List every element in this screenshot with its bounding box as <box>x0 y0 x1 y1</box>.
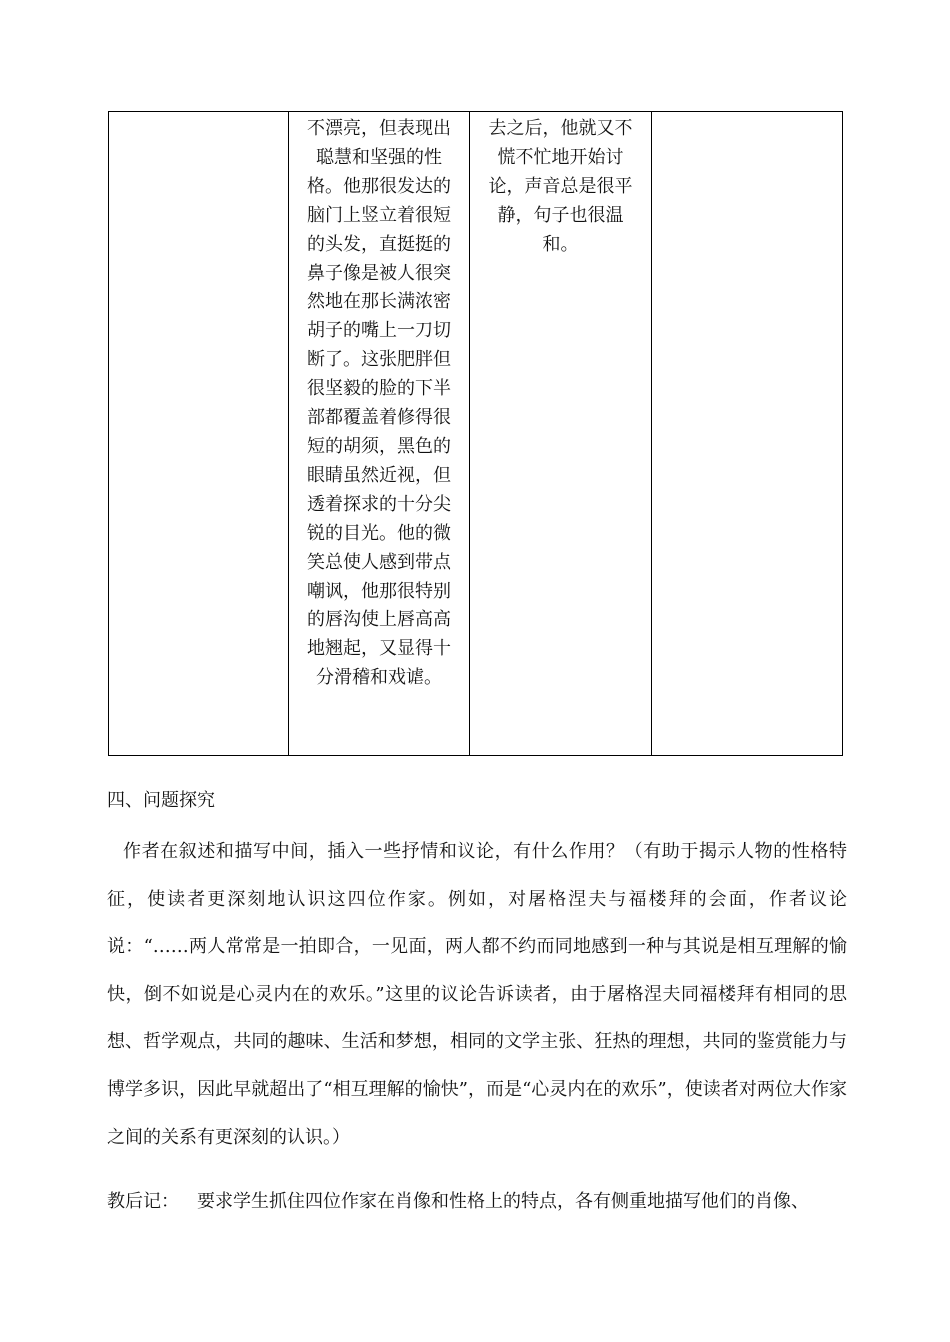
afterword <box>107 1188 852 1216</box>
table-cell-col1 <box>109 112 289 756</box>
cell-text <box>652 112 842 115</box>
cell-text-portrait: 不漂亮，但表现出聪慧和坚强的性格。他那很发达的脑门上竖立着很短的头发，直挺挺的鼻子像是被人很突然地在那长满浓密胡子的嘴上一刀切断了。这张肥胖但很坚毅的脸的下半部都覆盖着修得很短的胡须，黑色的眼睛虽然近视，但透着探求的十分尖锐的目光。他的微笑总使人感到带点嘲讽，他那很特别的唇沟使上唇高高地翘起，又显得十分滑稽和戏谑。 <box>307 118 451 689</box>
table-row <box>109 112 843 756</box>
comparison-table <box>108 111 843 756</box>
afterword-label: 教后记： <box>107 1191 179 1212</box>
table-cell-col3 <box>470 112 652 756</box>
section-heading: 四、问题探究 <box>107 790 215 811</box>
table-cell-col2 <box>289 112 470 756</box>
afterword-text: 要求学生抓住四位作家在肖像和性格上的特点，各有侧重地描写他们的肖像、 <box>197 1191 809 1212</box>
section-paragraph: 作者在叙述和描写中间，插入一些抒情和议论，有什么作用？（有助于揭示人物的性格特征，使读者更深刻地认识这四位作家。例如，对屠格涅夫与福楼拜的会面，作者议论说：“……两人常常是一拍即合，一见面，两人都不约而同地感到一种与其说是相互理解的愉快，倒不如说是心灵内在的欢乐。”这里的议论告诉读者，由于屠格涅夫同福楼拜有相同的思想、哲学观点，共同的趣味、生活和梦想，相同的文学主张、狂热的理想，共同的鉴赏能力与博学多识，因此早就超出了“相互理解的愉快”，而是“心灵内在的欢乐”，使读者对两位大作家之间的关系有更深刻的认识。） <box>107 841 847 1148</box>
cell-text-manner: 去之后，他就又不慌不忙地开始讨论，声音总是很平静，句子也很温和。 <box>488 118 633 255</box>
table-cell-col4 <box>652 112 843 756</box>
cell-text <box>109 112 288 115</box>
